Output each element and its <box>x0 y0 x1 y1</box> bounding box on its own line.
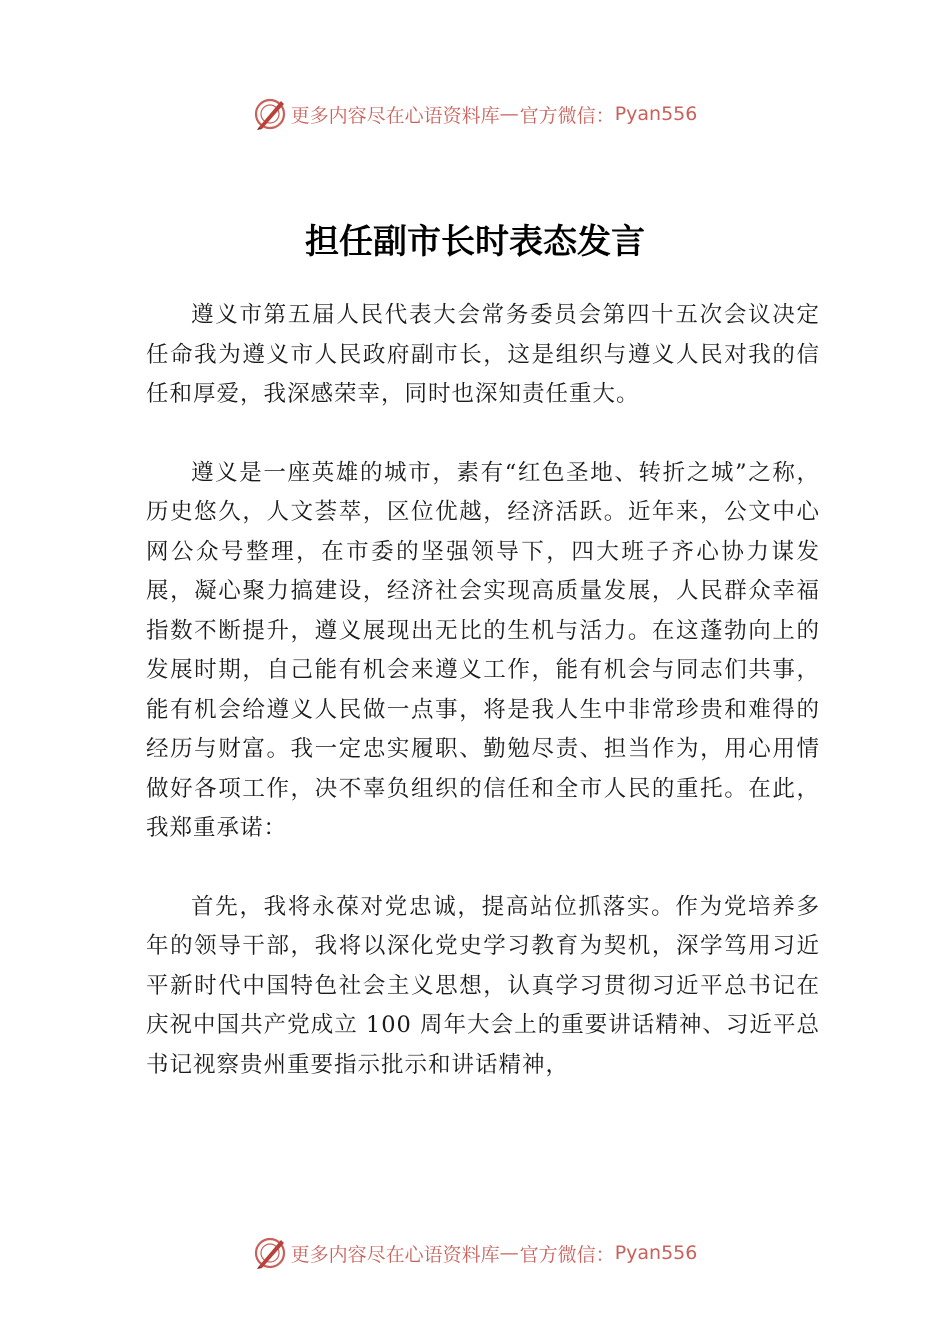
document-body <box>146 296 820 1124</box>
banner-separator: — <box>499 103 520 125</box>
header-banner <box>0 94 950 134</box>
paragraph-2: 遵义是一座英雄的城市，素有“红色圣地、转折之城”之称，历史悠久，人文荟萃，区位优越，经济活跃。近年来，公文中心网公众号整理，在市委的坚强领导下，四大班子齐心协力谋发展，凝心聚力搞建设，经济社会实现高质量发展，人民群众幸福指数不断提升，遵义展现出无比的生机与活力。在这蓬勃向上的发展时期，自己能有机会来遵义工作，能有机会与同志们共事，能有机会给遵义人民做一点事，将是我人生中非常珍贵和难得的经历与财富。我一定忠实履职、勤勉尽责、担当作为，用心用情做好各项工作，决不辜负组织的信任和全市人民的重托。在此，我郑重承诺： <box>146 459 820 841</box>
banner-wechat-label: 官方微信： <box>519 104 615 127</box>
banner-wechat-label: 官方微信： <box>519 1243 615 1266</box>
banner-text: 更多内容尽在心语资料库 <box>290 1243 500 1266</box>
banner-separator: — <box>499 1242 520 1264</box>
document-title: 担任副市长时表态发言 <box>305 222 645 262</box>
pen-logo-icon <box>253 1236 287 1270</box>
paragraph-3: 首先，我将永葆对党忠诚，提高站位抓落实。作为党培养多年的领导干部，我将以深化党史学习教育为契机，深学笃用习近平新时代中国特色社会主义思想，认真学习贯彻习近平总书记在庆祝中国共产党成立 100 周年大会上的重要讲话精神、习近平总书记视察贵州重要指示批示和讲话精神， <box>146 893 820 1078</box>
banner-wechat-id: Pyan556 <box>614 1242 698 1264</box>
banner-text: 更多内容尽在心语资料库 <box>290 104 500 127</box>
banner-wechat-id: Pyan556 <box>614 103 698 125</box>
footer-banner <box>0 1233 950 1273</box>
paragraph-1: 遵义市第五届人民代表大会常务委员会第四十五次会议决定任命我为遵义市人民政府副市长，这是组织与遵义人民对我的信任和厚爱，我深感荣幸，同时也深知责任重大。 <box>146 302 820 407</box>
pen-logo-icon <box>253 97 287 131</box>
